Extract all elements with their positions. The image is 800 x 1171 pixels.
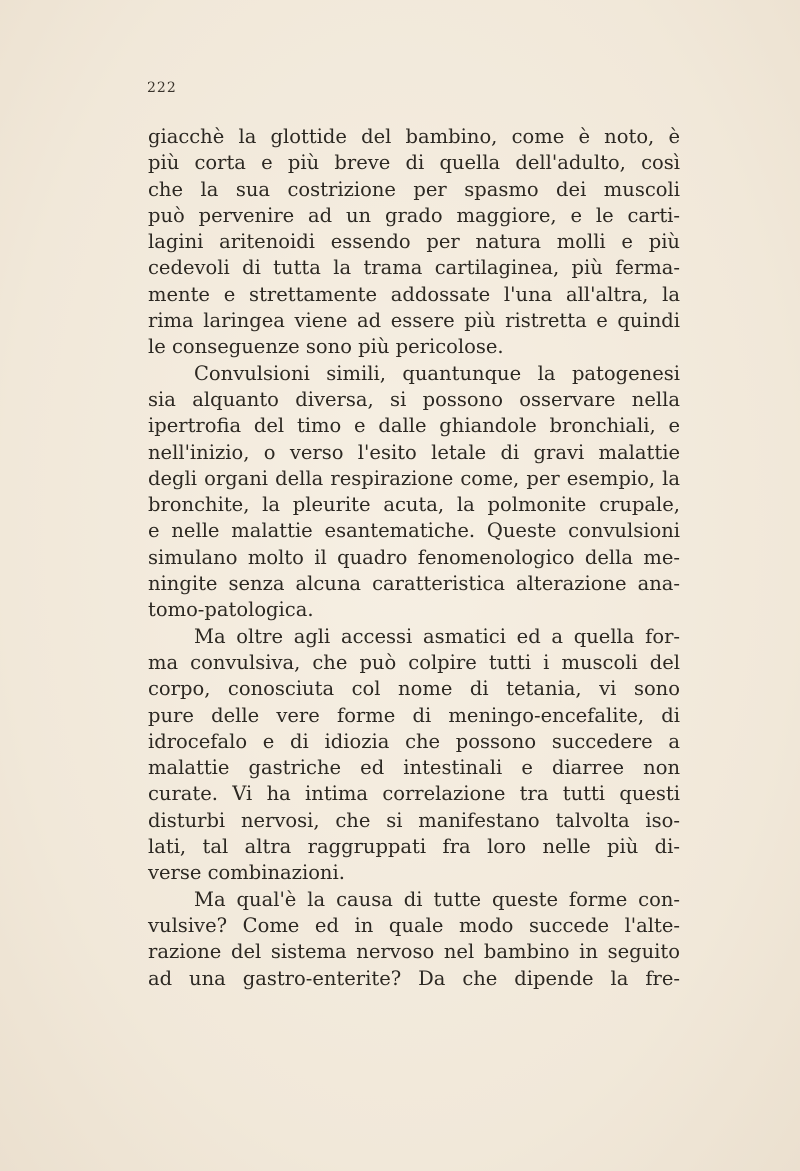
text-line: sia alquanto diversa, si possono osservare nella (148, 387, 680, 411)
text-line: tomo-patologica. (148, 598, 314, 622)
text-line: ipertrofia del timo e dalle ghiandole bronchiali, e (148, 414, 680, 438)
text-line: che la sua costrizione per spasmo dei muscoli (148, 177, 680, 201)
text-line: idrocefalo e di idiozia che possono succedere a (148, 729, 680, 753)
text-line: degli organi della respirazione come, per esempio, la (148, 466, 680, 490)
text-line: corpo, conosciuta col nome di tetania, vi sono (148, 677, 680, 701)
text-line: verse combinazioni. (148, 861, 345, 885)
text-line: disturbi nervosi, che si manifestano talvolta iso- (148, 808, 680, 832)
text-line: curate. Vi ha intima correlazione tra tutti questi (148, 782, 680, 806)
text-line: lati, tal altra raggruppati fra loro nelle più di- (148, 835, 680, 859)
text-line: vulsive? Come ed in quale modo succede l'alte- (148, 913, 680, 937)
text-line: simulano molto il quadro fenomenologico della me- (148, 545, 680, 569)
page-number: 222 (147, 80, 177, 96)
text-line: cedevoli di tutta la trama cartilaginea, più ferma- (148, 256, 680, 280)
text-line: mente e strettamente addossate l'una all'altra, la (148, 282, 680, 306)
text-line: Ma oltre agli accessi asmatici ed a quella for- (194, 624, 680, 648)
text-line: Convulsioni simili, quantunque la patogenesi (194, 361, 680, 385)
text-line: giacchè la glottide del bambino, come è noto, è (148, 125, 680, 148)
text-line: nell'inizio, o verso l'esito letale di gravi malattie (148, 440, 680, 464)
text-line: bronchite, la pleurite acuta, la polmonite crupale, (148, 493, 680, 517)
text-line: può pervenire ad un grado maggiore, e le carti- (148, 203, 680, 227)
text-line: più corta e più breve di quella dell'adulto, così (148, 151, 680, 175)
text-line: ad una gastro-enterite? Da che dipende la fre- (148, 966, 680, 990)
text-line: ma convulsiva, che può colpire tutti i muscoli del (148, 650, 680, 674)
text-line: razione del sistema nervoso nel bambino in seguito (148, 940, 680, 964)
text-line: lagini aritenoidi essendo per natura molli e più (148, 230, 680, 254)
text-line: ningite senza alcuna caratteristica alterazione ana- (148, 572, 680, 596)
text-line: Ma qual'è la causa di tutte queste forme con- (194, 887, 680, 911)
text-line: le conseguenze sono più pericolose. (148, 335, 504, 359)
text-line: pure delle vere forme di meningo-encefalite, di (148, 703, 680, 727)
body-text (148, 124, 680, 992)
text-line: malattie gastriche ed intestinali e diarree non (148, 756, 680, 780)
text-line: e nelle malattie esantematiche. Queste convulsioni (148, 519, 680, 543)
text-line: rima laringea viene ad essere più ristretta e quindi (148, 309, 680, 333)
